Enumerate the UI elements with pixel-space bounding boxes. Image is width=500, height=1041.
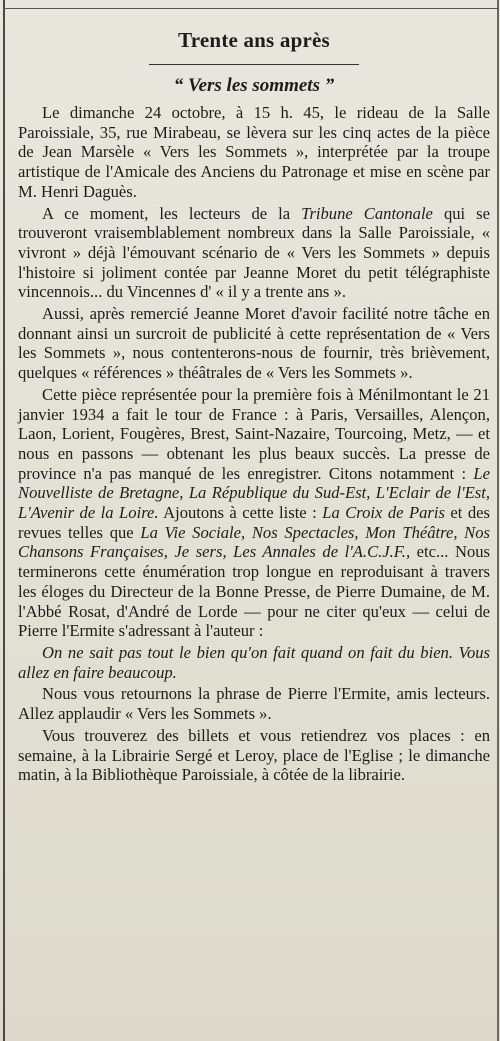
article-paragraph [18,385,490,643]
italic-text: Le Nouvelliste de Bretagne, La République du Sud-Est, L'Eclair de l'Est, L'Avenir de la Loire. [18,463,490,523]
article-title: Trente ans après [178,28,330,52]
article-body [18,103,490,787]
paragraph-text: Nous vous retournons la phrase de Pierre l'Ermite, amis lecteurs. Allez applaudir « Vers les Sommets ». [18,684,490,724]
paragraph-text: Le dimanche 24 octobre, à 15 h. 45, le rideau de la Salle Paroissiale, 35, rue Mirabeau, se lèvera sur les cinq actes de la pièce de Jean Marsèle « Vers les Sommets », interprétée par la troupe artistique de l'Amicale des Anciens du Patronage et mise en scène par M. Henri Daguès. [18,103,490,201]
article-subtitle: “ Vers les sommets ” [173,75,335,96]
article-paragraph [18,304,490,385]
article-paragraph [18,643,490,684]
paragraph-text: etc... Nous terminerons cette énumération trop longue en reproduisant à travers les éloges du Directeur de la Bonne Presse, de Pierre Dumaine, de M. l'Abbé Rosat, d'André de Lorde — pour ne citer qu'eux — celui de Pierre l'Ermite s'adressant à l'auteur : [18,542,490,641]
column-rule-left [3,0,5,1041]
article-paragraph [18,726,490,787]
paragraph-text: Ajoutons à cette liste : [158,503,323,523]
italic-text: Tribune Cantonale [301,203,433,223]
article-paragraph [18,684,490,725]
title-underline [149,64,359,65]
italic-text: On ne sait pas tout le bien qu'on fait quand on fait du bien. Vous allez en faire beaucoup. [18,642,490,682]
paragraph-text: Aussi, après remercié Jeanne Moret d'avoir facilité notre tâche en donnant ainsi un surcroit de publicité à cette représentation de « Vers les Sommets », nous contenterons-nous de fournir, très brièvement, quelques « références » théâtrales de « Vers les Sommets ». [18,304,490,383]
article-paragraph [18,103,490,204]
paragraph-text: qui se trouveront vraisemblablement nombreux dans la Salle Paroissiale, « vivront » déjà l'émouvant scénario de « Vers les Sommets » depuis l'histoire si joliment contée par Jeanne Moret du petit télégraphiste vincennois... du Vincennes d' « il y a trente ans ». [18,203,490,302]
column-rule-right [497,0,499,1041]
paragraph-text: et des revues telles que [18,503,490,542]
paragraph-text: Cette pièce représentée pour la première fois à Ménilmontant le 21 janvier 1934 a fait le tour de France : à Paris, Versailles, Alençon, Laon, Lorient, Fougères, Brest, Saint-Nazaire, Tourcoing, Metz, — et nous en passons — obtenant les plus beaux succès. La presse de province n'a pas manqué de les enregistrer. Citons notamment : [18,384,490,483]
paragraph-text: Vous trouverez des billets et vous retiendrez vos places : en semaine, à la Librairie Sergé et Leroy, place de l'Eglise ; le dimanche matin, à la Bibliothèque Paroissiale, à côtée de la librairie. [18,725,490,785]
top-rule [3,8,499,9]
italic-text: La Vie Sociale, Nos Spectacles, Mon Théâtre, Nos Chansons Françaises, Je sers, Les Annales de l'A.C.J.F., [18,522,491,562]
article [18,20,490,787]
paragraph-text: A ce moment, les lecteurs de la [42,203,302,223]
italic-text: La Croix de Paris [322,503,445,523]
article-paragraph [18,204,490,305]
